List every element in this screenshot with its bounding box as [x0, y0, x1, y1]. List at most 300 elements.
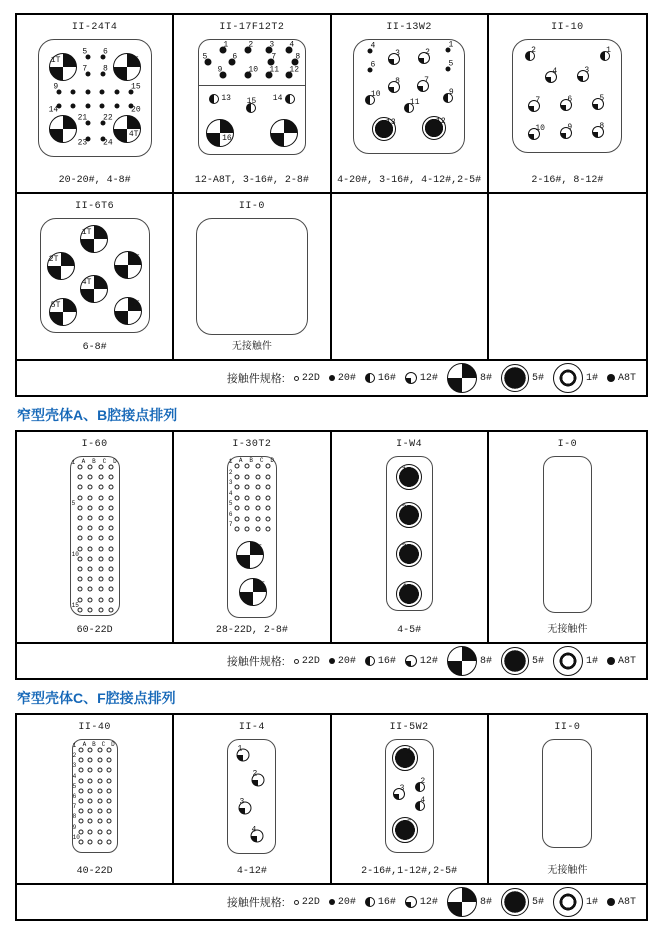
- contact-pin: [109, 607, 114, 612]
- contact-pin: [365, 90, 381, 105]
- pin-label: 2: [248, 40, 254, 50]
- contact-pin: [98, 505, 103, 510]
- contact-pin: [98, 587, 103, 592]
- contact-c22d-icon: [98, 556, 103, 561]
- contact-pin: [396, 581, 422, 607]
- contact-pin: [97, 748, 102, 753]
- contact-pin: [107, 748, 112, 753]
- contact-c22d-icon: [77, 577, 82, 582]
- contact-c22d-icon: [255, 464, 260, 469]
- contact-c22d-icon: [234, 516, 239, 521]
- contact-pin: [77, 113, 90, 126]
- contact-pin: [234, 506, 239, 511]
- contact-c22d-icon: [245, 495, 250, 500]
- contact-pin: [97, 768, 102, 773]
- contact-c22d-icon: [88, 829, 93, 834]
- legend-item: [553, 363, 598, 393]
- connector-title: II-13W2: [386, 22, 432, 33]
- contact-pin: [98, 597, 103, 602]
- contact-c22d-icon: [97, 748, 102, 753]
- contact-c12-icon: [405, 655, 417, 667]
- contact-pin: [291, 52, 301, 66]
- grid-col-label: A: [82, 741, 87, 748]
- pin-label: 5: [82, 47, 88, 57]
- pin-label: 4: [420, 796, 426, 806]
- contact-pin: [255, 485, 260, 490]
- contact-pin: [98, 546, 103, 551]
- pin-label: 1T: [81, 227, 92, 237]
- contact-pin: [97, 829, 102, 834]
- contact-pin: [415, 777, 426, 792]
- contact-c22d-icon: [78, 758, 83, 763]
- connector-title: II-10: [551, 22, 584, 33]
- contact-c22d-icon: [255, 527, 260, 532]
- contact-c22d-icon: [77, 567, 82, 572]
- contact-a8t-icon: [607, 374, 615, 382]
- pin-label: 7: [535, 96, 541, 106]
- connector-title: II-17F12T2: [219, 22, 285, 33]
- connector-outline: [353, 39, 465, 154]
- contact-c22d-icon: [88, 567, 93, 572]
- contact-pin: [446, 59, 454, 72]
- contact-pin: [266, 464, 271, 469]
- legend-item-label: 22D: [301, 655, 320, 667]
- connector-cell: [17, 194, 174, 359]
- grid-row-label: 5: [228, 500, 233, 507]
- contact-pin: [446, 40, 454, 53]
- contact-c16-icon: [365, 373, 375, 383]
- pin-label: 8: [103, 64, 108, 74]
- contact-c22d-icon: [97, 768, 102, 773]
- connector-caption: 4-12#: [236, 866, 267, 877]
- contact-c22d-icon: [109, 536, 114, 541]
- contact-c22d-icon: [109, 465, 114, 470]
- contact-c20-icon: [99, 104, 104, 109]
- contact-c22d-icon: [266, 527, 271, 532]
- contact-c22d-icon: [234, 474, 239, 479]
- pin-label: 5: [448, 59, 454, 69]
- pin-label: 4: [401, 582, 407, 592]
- contact-pin: [600, 46, 611, 61]
- contact-pin: [77, 505, 82, 510]
- connector-caption: 40-22D: [76, 866, 113, 877]
- legend-item-label: 22D: [301, 896, 320, 908]
- legend-item-label: A8T: [617, 655, 636, 667]
- contact-pin: [388, 77, 400, 93]
- contact-pin: [202, 52, 211, 66]
- contact-c20-icon: [114, 104, 119, 109]
- contact-c22d-icon: [109, 495, 114, 500]
- pin-label: 7: [424, 76, 429, 86]
- contact-a8t-icon: [607, 898, 615, 906]
- contact-c22d-icon: [109, 607, 114, 612]
- contact-c22d-icon: [98, 536, 103, 541]
- contact-pin: [88, 748, 93, 753]
- contact-c22d-icon: [107, 758, 112, 763]
- contact-c1-icon: [553, 646, 583, 676]
- contact-pin: [237, 744, 250, 762]
- connector-cell: [489, 715, 646, 883]
- contact-c22d-icon: [77, 475, 82, 480]
- connector-outline: [196, 218, 308, 335]
- pin-label: 2: [252, 769, 258, 779]
- pin-label: 21: [77, 113, 88, 123]
- contact-c22d-icon: [77, 465, 82, 470]
- pin-label: 3: [584, 66, 590, 76]
- contact-pin: [77, 137, 90, 148]
- legend-item: [553, 646, 598, 676]
- connector-caption: 6-8#: [82, 342, 107, 353]
- contact-c22d-icon: [88, 475, 93, 480]
- legend-item: [501, 647, 544, 675]
- contact-pin: [368, 41, 376, 54]
- contact-pin: [244, 40, 254, 54]
- contact-pin: [109, 546, 114, 551]
- contact-pin: [107, 799, 112, 804]
- contact-pin: [234, 464, 239, 469]
- table-row: [17, 15, 646, 194]
- legend-item: [447, 887, 492, 917]
- contact-pin: [98, 475, 103, 480]
- contact-pin: [70, 90, 75, 95]
- contact-pin: [107, 819, 112, 824]
- contact-c20-icon: [329, 375, 335, 381]
- contact-pin: [234, 474, 239, 479]
- contact-pin: [266, 495, 271, 500]
- contact-pin: [109, 465, 114, 470]
- contact-c22d-icon: [97, 809, 102, 814]
- grid-row-label: 1: [71, 459, 76, 466]
- contact-pin: [77, 536, 82, 541]
- contact-c22d-icon: [97, 819, 102, 824]
- contact-pin: [560, 123, 573, 139]
- legend-item-label: 16#: [377, 896, 396, 908]
- contact-pin: [525, 46, 536, 61]
- legend-item: [405, 372, 438, 384]
- contact-c20-icon: [70, 90, 75, 95]
- pin-label: 12: [436, 117, 446, 127]
- contact-pin: [88, 768, 93, 773]
- contact-pin: [234, 527, 239, 532]
- pin-label: 15: [246, 97, 257, 106]
- pin-label: 14: [272, 94, 283, 103]
- contact-pin: [114, 104, 119, 109]
- grid-col-label: C: [101, 741, 106, 748]
- connector-outline: [386, 456, 433, 611]
- contact-c22d-icon: [97, 839, 102, 844]
- grid-row-label: 1: [228, 458, 233, 465]
- legend-item-label: 1#: [585, 655, 598, 667]
- contact-pin: [393, 784, 405, 800]
- grid-row-label: 1: [72, 742, 77, 749]
- legend-item-label: 8#: [479, 655, 492, 667]
- contact-c22d-icon: [255, 516, 260, 521]
- contact-pin: [372, 117, 396, 141]
- contact-pin: [245, 495, 250, 500]
- contact-c22d-icon: [109, 597, 114, 602]
- legend-item-label: 5#: [531, 896, 544, 908]
- legend-item: [329, 897, 356, 908]
- contact-c5-icon: [396, 541, 422, 567]
- connector-outline: [385, 739, 434, 853]
- contact-pin: [88, 495, 93, 500]
- legend-item: [447, 363, 492, 393]
- contact-c22d-icon: [107, 829, 112, 834]
- legend-item: [553, 887, 598, 917]
- connector-outline: [512, 39, 622, 153]
- contact-c22d-icon: [98, 546, 103, 551]
- contact-pin: [77, 526, 82, 531]
- connector-caption: 4-5#: [397, 625, 422, 636]
- contact-pin: [592, 122, 605, 138]
- contact-pin: [88, 526, 93, 531]
- pin-label: 12: [289, 65, 300, 75]
- contact-pin: [528, 124, 545, 140]
- legend-item: [447, 646, 492, 676]
- pin-label: 4: [289, 40, 295, 50]
- contact-spec-legend: [17, 644, 646, 678]
- grid-row-label: 5: [71, 499, 76, 507]
- contact-c1-icon: [553, 363, 583, 393]
- contact-c22d-icon: [78, 809, 83, 814]
- pin-label: 3T: [129, 253, 140, 263]
- contact-c16-icon: [285, 94, 295, 104]
- pin-label: 15: [131, 82, 141, 92]
- connector-outline: [40, 218, 150, 333]
- contact-c5-icon: [396, 581, 422, 607]
- connector-cell: [17, 15, 174, 192]
- contact-pin: [98, 485, 103, 490]
- pin-label: 2: [401, 503, 407, 513]
- connector-outline: [70, 456, 120, 616]
- contact-c22d-icon: [107, 778, 112, 783]
- contact-c22d-icon: [88, 505, 93, 510]
- contact-pin: [443, 88, 454, 103]
- pin-label: 7: [271, 52, 277, 62]
- contact-pin: [109, 556, 114, 561]
- connector-outline: [38, 39, 152, 157]
- contact-pin: [219, 40, 229, 54]
- contact-pin: [114, 251, 142, 279]
- contact-pin: [266, 485, 271, 490]
- contact-c22d-icon: [234, 485, 239, 490]
- contact-c22d-icon: [98, 567, 103, 572]
- contact-c22d-icon: [98, 516, 103, 521]
- contact-c16-icon: [209, 94, 219, 104]
- grid-row-label: 3: [228, 479, 233, 486]
- pin-label: 6: [103, 47, 108, 57]
- contact-c22d-icon: [109, 505, 114, 510]
- pin-label: 3: [395, 49, 400, 59]
- contact-c22d-icon: [245, 474, 250, 479]
- pin-label: 9: [567, 123, 573, 133]
- contact-c22d-icon: [234, 495, 239, 500]
- contact-pin: [266, 516, 271, 521]
- pin-label: 1T: [252, 543, 262, 553]
- connector-outline: [227, 456, 277, 618]
- contact-c20-icon: [114, 90, 119, 95]
- connector-cell: [332, 432, 489, 642]
- pin-label: 6T: [129, 299, 140, 309]
- contact-pin: [109, 495, 114, 500]
- pin-label: 22: [103, 113, 113, 123]
- connector-caption: 12-A8T, 3-16#, 2-8#: [194, 175, 309, 186]
- contact-c22d-icon: [109, 567, 114, 572]
- contact-pin: [82, 47, 90, 60]
- grid-row-label: 5: [72, 782, 77, 790]
- pin-label: 1: [448, 40, 454, 50]
- connector-title: II-5W2: [389, 722, 429, 733]
- pin-label: 5T: [50, 300, 61, 310]
- connector-cell: [332, 715, 489, 883]
- connector-outline: [198, 39, 306, 155]
- contact-c5-icon: [392, 817, 418, 843]
- grid-row-label: 10: [72, 833, 80, 841]
- legend-item-label: 1#: [585, 896, 598, 908]
- contact-c22d-icon: [98, 587, 103, 592]
- section-header: 窄型壳体A、B腔接点排列: [17, 407, 178, 423]
- contact-pin: [266, 474, 271, 479]
- contact-c22d-icon: [294, 659, 299, 664]
- contact-pin: [100, 137, 113, 148]
- contact-pin: [88, 567, 93, 572]
- legend-item-label: 8#: [479, 372, 492, 384]
- connector-outline: [543, 456, 592, 613]
- connector-caption: 20-20#, 4-8#: [58, 175, 131, 186]
- contact-pin: [77, 475, 82, 480]
- contact-c22d-icon: [245, 516, 250, 521]
- legend-item: [294, 897, 320, 908]
- contact-pin: [88, 587, 93, 592]
- contact-c22d-icon: [78, 788, 83, 793]
- table-row: [17, 194, 646, 361]
- contact-pin: [109, 577, 114, 582]
- connector-title: II-24T4: [71, 22, 118, 33]
- contact-pin: [560, 95, 573, 111]
- contact-pin: [392, 745, 418, 771]
- contact-c22d-icon: [98, 597, 103, 602]
- pin-label: 2T: [48, 254, 59, 264]
- contact-pin: [99, 90, 104, 95]
- contact-c22d-icon: [98, 475, 103, 480]
- contact-pin: [77, 587, 82, 592]
- connector-cell: [17, 715, 174, 883]
- contact-pin: [98, 465, 103, 470]
- pin-label: 1: [406, 746, 412, 756]
- contact-c22d-icon: [97, 788, 102, 793]
- pin-label: 14: [48, 105, 59, 115]
- contact-c22d-icon: [77, 587, 82, 592]
- contact-pin: [234, 495, 239, 500]
- pin-label: 2T: [255, 580, 265, 590]
- contact-pin: [88, 485, 93, 490]
- contact-pin: [252, 769, 265, 787]
- table-row: [17, 432, 646, 644]
- contact-pin: [98, 577, 103, 582]
- contact-c22d-icon: [88, 587, 93, 592]
- connector-title: I-0: [557, 439, 578, 450]
- contact-c22d-icon: [97, 829, 102, 834]
- contact-pin: [88, 829, 93, 834]
- connector-table: [15, 713, 648, 921]
- connector-title: II-40: [78, 722, 111, 733]
- contact-pin: [88, 597, 93, 602]
- grid-col-label: B: [92, 741, 96, 748]
- contact-pin: [114, 297, 142, 325]
- contact-pin: [100, 64, 108, 77]
- pin-label: 3: [239, 797, 245, 807]
- contact-c22d-icon: [266, 474, 271, 479]
- contact-c5-icon: [396, 464, 422, 490]
- connector-title: I-30T2: [232, 439, 272, 450]
- contact-pin: [49, 298, 77, 326]
- contact-pin: [88, 475, 93, 480]
- contact-pin: [88, 758, 93, 763]
- contact-pin: [88, 607, 93, 612]
- contact-pin: [396, 541, 422, 567]
- legend-item-label: 1#: [585, 372, 598, 384]
- pin-label: 5: [599, 94, 605, 104]
- connector-cell: [332, 15, 489, 192]
- contact-c22d-icon: [77, 495, 82, 500]
- legend-item: [365, 373, 396, 384]
- contact-pin: [98, 495, 103, 500]
- contact-c22d-icon: [77, 526, 82, 531]
- contact-c22d-icon: [245, 527, 250, 532]
- pin-label: 1T: [50, 55, 61, 65]
- contact-pin: [245, 506, 250, 511]
- pin-label: 3: [269, 40, 275, 50]
- contact-c22d-icon: [109, 577, 114, 582]
- grid-row-label: 4: [228, 489, 233, 497]
- contact-pin: [88, 799, 93, 804]
- contact-pin: [88, 536, 93, 541]
- contact-pin: [418, 48, 430, 64]
- contact-c22d-icon: [88, 536, 93, 541]
- connector-title: II-4: [238, 722, 265, 733]
- contact-pin: [109, 475, 114, 480]
- contact-c22d-icon: [245, 506, 250, 511]
- contact-c22d-icon: [88, 607, 93, 612]
- contact-pin: [98, 526, 103, 531]
- connector-caption: 60-22D: [76, 625, 113, 636]
- contact-pin: [78, 748, 83, 753]
- contact-pin: [80, 225, 108, 253]
- pin-label: 4: [552, 67, 558, 77]
- contact-pin: [77, 516, 82, 521]
- contact-pin: [285, 65, 300, 79]
- pin-label: 3: [401, 542, 407, 552]
- connector-title: I-W4: [396, 439, 423, 450]
- legend-item: [365, 656, 396, 667]
- contact-c1-icon: [553, 887, 583, 917]
- pin-label: 4T: [81, 277, 92, 287]
- legend-item: [365, 897, 396, 908]
- pin-label: 23: [77, 138, 88, 148]
- contact-pin: [109, 567, 114, 572]
- contact-pin: [239, 797, 252, 815]
- contact-pin: [270, 119, 298, 147]
- pin-label: 3: [399, 784, 405, 794]
- contact-pin: [266, 527, 271, 532]
- legend-item-label: 16#: [377, 372, 396, 384]
- legend-item: [329, 656, 356, 667]
- contact-c22d-icon: [107, 788, 112, 793]
- grid-col-label: D: [270, 457, 274, 464]
- contact-pin: [209, 94, 231, 104]
- grid-row-label: 9: [72, 823, 77, 831]
- legend-item: [329, 373, 356, 384]
